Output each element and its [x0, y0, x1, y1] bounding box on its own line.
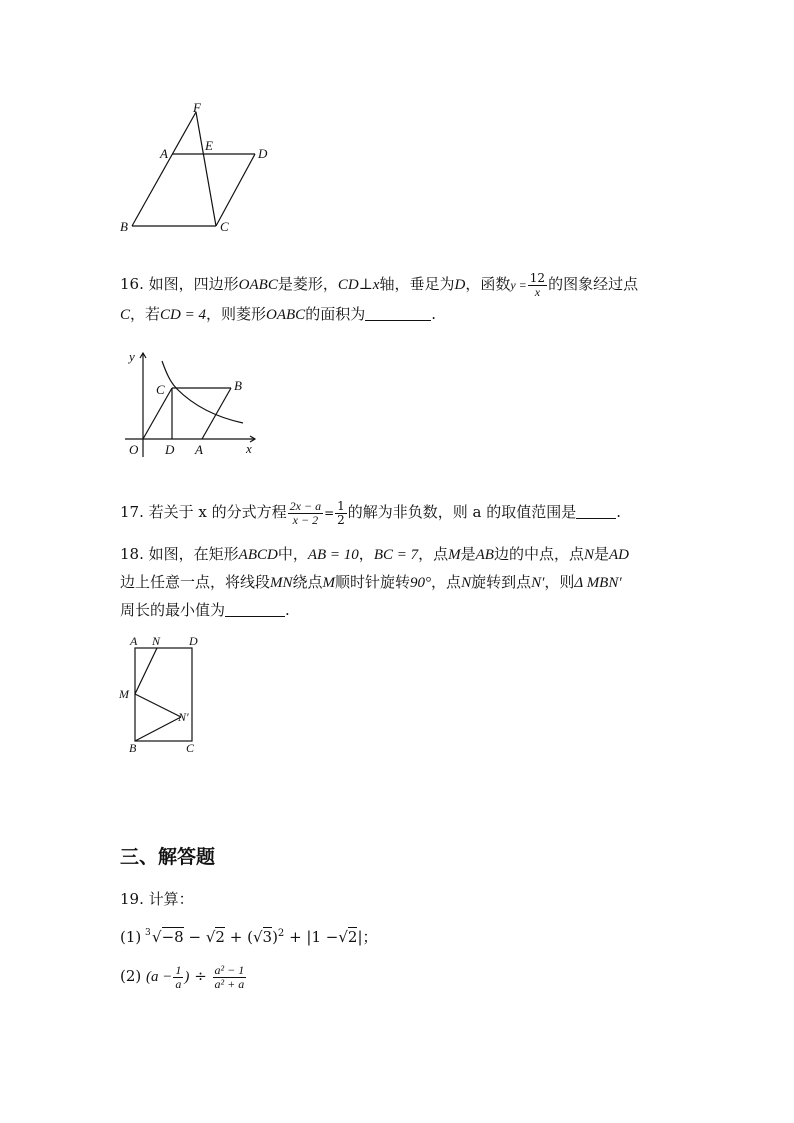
label-C: C [186, 741, 195, 755]
label-F: F [193, 100, 201, 115]
root-index: 3 [145, 928, 151, 938]
math-var: x [372, 277, 380, 293]
question-text: 的图象经过点 [548, 275, 639, 293]
segment-FC [196, 112, 216, 226]
math-var: C [120, 307, 131, 323]
figure-q16 [115, 345, 265, 460]
fraction [528, 272, 547, 299]
question-text: 是 [594, 545, 610, 563]
fraction-denominator: 2 [337, 512, 345, 527]
math-expr: BC = 7 [373, 547, 419, 563]
question-18-line1 [120, 540, 629, 569]
math-symbol: ⊥ [358, 275, 373, 293]
label-C: C [220, 219, 229, 234]
fraction-numerator: 1 [337, 498, 345, 513]
math-expr: + |1 − [289, 928, 339, 946]
fraction-numerator: 1 [175, 962, 182, 977]
question-text: 轴，垂足为 [379, 275, 455, 293]
radicand: 3 [262, 928, 273, 946]
radicand: −8 [161, 928, 184, 946]
math-var: OABC [266, 307, 306, 323]
sqrt: √2 [338, 928, 358, 946]
label-M: M [119, 687, 129, 701]
rectangle-ABCD [135, 648, 192, 741]
math-var: OABC [238, 277, 278, 293]
fraction-denominator: x [534, 284, 541, 299]
math-var: N [583, 547, 594, 563]
question-number: 18. [120, 545, 144, 563]
label-O: O [129, 442, 139, 457]
question-19 [120, 885, 194, 913]
label-x: x [246, 441, 252, 456]
math-var: ABCD [238, 547, 278, 563]
math-var: D [454, 277, 466, 293]
question-19-part2 [120, 962, 247, 991]
label-A: A [130, 634, 138, 648]
sqrt: √3 [252, 928, 273, 946]
fraction [173, 964, 183, 991]
math-var: M [448, 547, 461, 563]
label-B: B [129, 741, 137, 755]
part-label: (2) [120, 967, 142, 985]
question-text: 计算： [148, 890, 194, 908]
math-var: AD [609, 547, 630, 563]
question-text: 中， [277, 545, 308, 563]
label-E: E [205, 138, 213, 153]
answer-blank [225, 600, 285, 617]
question-text: ，则菱形 [206, 305, 267, 323]
hyperbola-curve [162, 361, 243, 423]
question-text: 旋转到点 [471, 573, 532, 591]
math-expr: Δ MBN′ [574, 575, 622, 591]
math-symbol: − [188, 928, 202, 946]
label-D: D [258, 146, 268, 161]
label-D: D [189, 634, 198, 648]
question-number: 16. [120, 275, 144, 293]
math-expr: (a − [146, 969, 173, 985]
question-text: ，点 [418, 545, 449, 563]
fraction-denominator: x − 2 [292, 512, 319, 527]
fraction-denominator: a [175, 976, 182, 991]
label-B: B [120, 219, 128, 234]
answer-blank [365, 304, 431, 321]
segment-DC [216, 154, 255, 226]
label-N: N [152, 634, 161, 648]
label-A: A [160, 146, 168, 161]
question-text: 边的中点，点 [493, 545, 584, 563]
label-D: D [165, 442, 175, 457]
math-expr: CD = 4 [160, 307, 206, 323]
math-var: N [461, 575, 472, 591]
label-B: B [234, 378, 242, 393]
question-text: 是菱形， [277, 275, 338, 293]
question-text: 如图，四边形 [148, 275, 239, 293]
math-expr: |； [357, 928, 378, 946]
question-19-part1 [120, 920, 378, 951]
math-symbol: = [324, 506, 335, 520]
question-text: ，点 [431, 573, 462, 591]
math-expr: AB = 10 [307, 547, 359, 563]
label-C: C [156, 382, 165, 397]
punctuation: . [431, 305, 436, 323]
punctuation: . [285, 601, 290, 619]
question-text: 的面积为 [305, 305, 366, 323]
fraction-denominator: a² + a [214, 976, 245, 991]
radicand: 2 [347, 928, 358, 946]
question-text: 是 [460, 545, 476, 563]
math-expr: ) [272, 928, 278, 946]
math-var: N′ [531, 575, 545, 591]
question-text: ，若 [130, 305, 161, 323]
question-17 [120, 498, 621, 527]
answer-blank [576, 502, 616, 519]
radicand: 2 [215, 928, 225, 946]
question-text: 周长的最小值为 [120, 601, 226, 619]
question-text: 如图，在矩形 [148, 545, 239, 563]
math-symbol: ÷ [194, 967, 207, 985]
question-text: ，则 [544, 573, 575, 591]
question-text: 边上任意一点，将线段 [120, 573, 271, 591]
fraction-lhs [288, 500, 323, 527]
question-number: 17. [120, 503, 144, 521]
math-expr: + ( [229, 928, 253, 946]
question-16-line1 [120, 270, 638, 299]
exponent: 2 [277, 928, 285, 939]
part-label: (1) [120, 928, 142, 946]
fraction-numerator: a² − 1 [214, 962, 245, 977]
math-expr: 90° [410, 575, 432, 591]
question-text: 的解为非负数，则 a 的取值范围是 [347, 503, 577, 521]
fraction-rhs [335, 500, 347, 527]
math-var: CD [337, 277, 359, 293]
question-text: ，函数 [465, 275, 511, 293]
math-var: M [322, 575, 336, 591]
question-number: 19. [120, 890, 144, 908]
label-A: A [195, 442, 203, 457]
segment-BNp [135, 717, 181, 741]
segment-MNp [135, 694, 181, 717]
figure-q15 [110, 95, 290, 240]
math-var: MN [270, 575, 293, 591]
fraction [213, 964, 247, 991]
question-18-line3 [120, 596, 290, 624]
fraction-numerator: 2x − a [289, 498, 322, 513]
question-text: 绕点 [292, 573, 323, 591]
segment-BA [202, 388, 231, 439]
question-text: 顺时针旋转 [335, 573, 411, 591]
math-var: AB [475, 547, 494, 563]
sqrt: √2 [205, 928, 225, 946]
math-expr: y = [510, 278, 527, 292]
question-18-line2 [120, 568, 622, 597]
label-N-prime: N′ [178, 710, 189, 724]
question-16-line2 [120, 300, 436, 329]
question-text: 若关于 x 的分式方程 [148, 503, 287, 521]
fraction-numerator: 12 [529, 270, 546, 285]
punctuation: . [616, 503, 622, 521]
figure-q18 [115, 632, 215, 757]
section-heading: 三、解答题 [120, 846, 216, 868]
cube-root: 3 √−8 [146, 923, 184, 951]
segment-BF [132, 112, 196, 226]
segment-MN [135, 648, 157, 694]
math-expr: ) [184, 969, 190, 985]
punctuation: ， [358, 545, 374, 563]
label-y: y [129, 349, 135, 364]
